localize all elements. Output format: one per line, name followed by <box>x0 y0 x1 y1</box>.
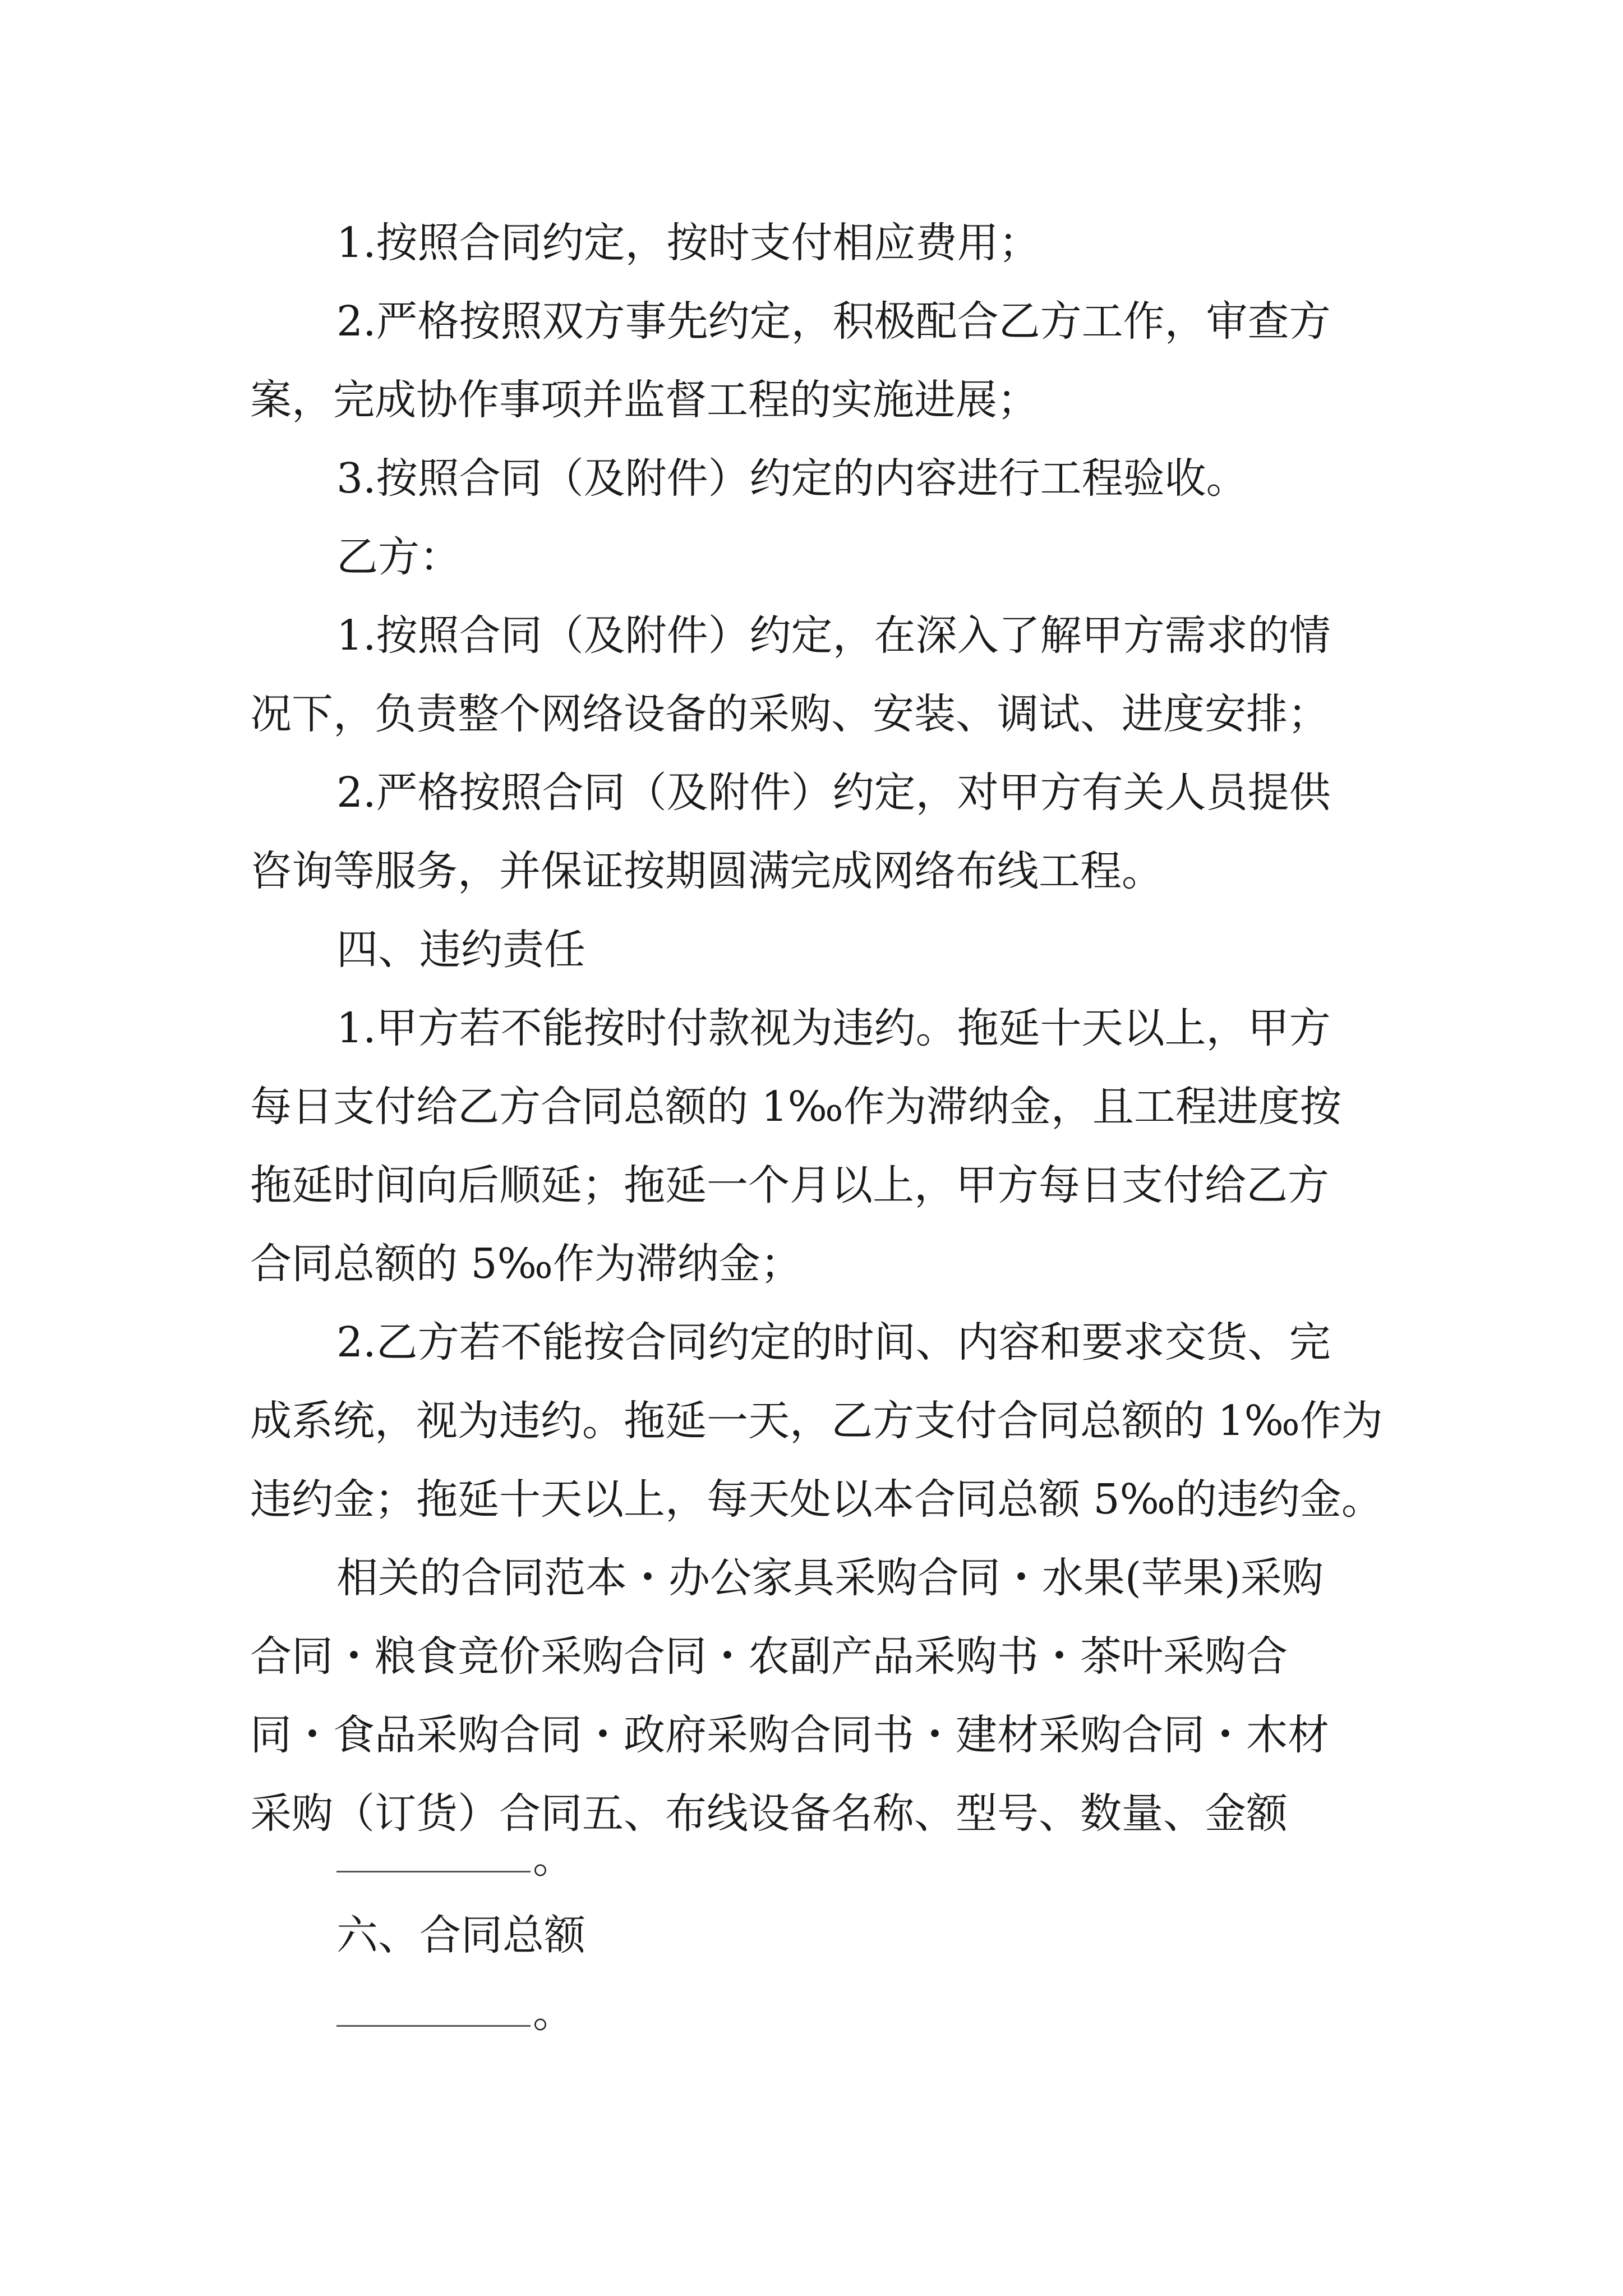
paragraph-line: 采购（订货）合同五、布线设备名称、型号、数量、金额 <box>250 1789 1288 1838</box>
paragraph-line: 2.严格按照双方事先约定，积极配合乙方工作，审查方 <box>336 297 1331 346</box>
section-heading-total: 六、合同总额 <box>336 1911 585 1959</box>
paragraph-line: 咨询等服务，并保证按期圆满完成网络布线工程。 <box>250 847 1163 895</box>
party-b-heading: 乙方： <box>336 533 461 581</box>
fill-in-blank-equipment <box>336 1830 651 1887</box>
paragraph-line: 同・食品采购合同・政府采购合同书・建材采购合同・木材 <box>250 1711 1329 1759</box>
paragraph-line: 况下，负责整个网络设备的采购、安装、调试、进度安排； <box>250 690 1329 738</box>
paragraph-line: 1.甲方若不能按时付款视为违约。拖延十天以上，甲方 <box>336 1004 1331 1052</box>
blank-underline <box>336 1836 531 1872</box>
blank-suffix: 。 <box>533 1834 574 1883</box>
paragraph-line: 拖延时间向后顺延；拖延一个月以上，甲方每日支付给乙方 <box>250 1161 1329 1209</box>
blank-underline <box>336 1990 531 2027</box>
paragraph-line: 3.按照合同（及附件）约定的内容进行工程验收。 <box>336 454 1248 503</box>
paragraph-line: 相关的合同范本・办公家具采购合同・水果(苹果)采购 <box>336 1554 1324 1602</box>
paragraph-line: 1.按照合同（及附件）约定，在深入了解甲方需求的情 <box>336 611 1331 660</box>
section-heading-breach: 四、违约责任 <box>336 926 585 974</box>
blank-suffix: 。 <box>533 1989 574 2037</box>
paragraph-line: 成系统，视为违约。拖延一天，乙方支付合同总额的 1‰作为 <box>250 1397 1383 1445</box>
paragraph-line: 合同・粮食竞价采购合同・农副产品采购书・茶叶采购合 <box>250 1632 1288 1681</box>
paragraph-line: 2.乙方若不能按合同约定的时间、内容和要求交货、完 <box>336 1318 1331 1366</box>
paragraph-line: 案，完成协作事项并监督工程的实施进展； <box>250 376 1039 424</box>
paragraph-line: 违约金；拖延十天以上，每天处以本合同总额 5‰的违约金。 <box>250 1475 1383 1524</box>
paragraph-line: 每日支付给乙方合同总额的 1‰作为滞纳金，且工程进度按 <box>250 1083 1341 1131</box>
paragraph-line: 合同总额的 5‰作为滞纳金； <box>250 1240 802 1288</box>
paragraph-line: 1.按照合同约定，按时支付相应费用； <box>336 219 1040 267</box>
paragraph-line: 2.严格按照合同（及附件）约定，对甲方有关人员提供 <box>336 769 1331 817</box>
fill-in-blank-total <box>336 1985 651 2041</box>
